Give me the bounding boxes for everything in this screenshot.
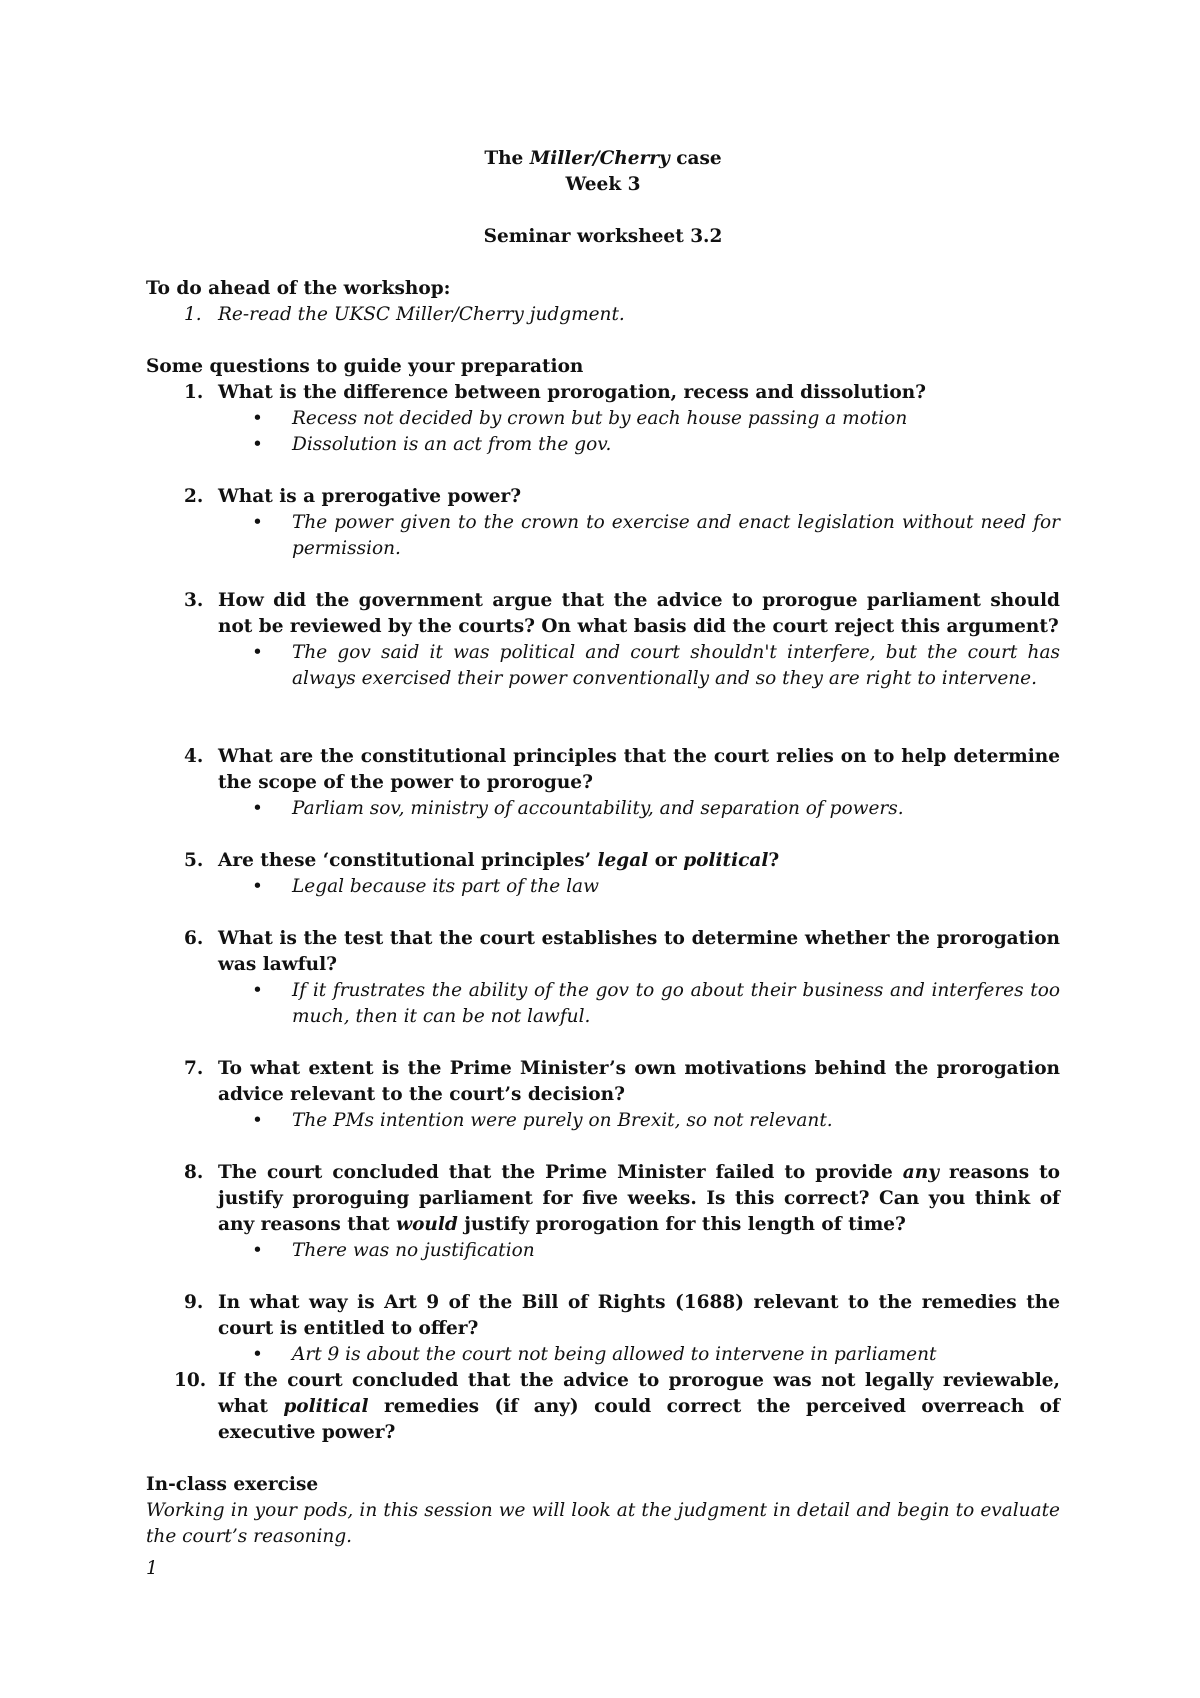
question-2: 2. What is a prerogative power?	[184, 486, 522, 507]
bullet-icon: •	[252, 434, 263, 455]
page-number: 1	[146, 1558, 158, 1579]
bullet-icon: •	[252, 1240, 263, 1261]
question-8: 8. The court concluded that the Prime Minister failed to provide any reasons to justify proroguing parliament for five weeks. Is this correct? Can you think of any reasons that would justify prorogation for this length of time?	[184, 1162, 1060, 1235]
answer-1a: • Recess not decided by crown but by each house passing a motion	[146, 406, 1060, 432]
bullet-icon: •	[252, 408, 263, 429]
document-title: The Miller/Cherry case	[484, 148, 722, 169]
answer-5: • Legal because its part of the law	[146, 874, 1060, 900]
question-1: 1. What is the difference between prorogation, recess and dissolution?	[184, 382, 926, 403]
questions-heading: Some questions to guide your preparation	[146, 356, 584, 377]
bullet-icon: •	[252, 876, 263, 897]
todo-heading: To do ahead of the workshop:	[146, 278, 451, 299]
bullet-icon: •	[252, 1344, 263, 1365]
week-label: Week 3	[565, 174, 641, 195]
answer-1b: • Dissolution is an act from the gov.	[146, 432, 1060, 458]
worksheet-title: Seminar worksheet 3.2	[483, 226, 723, 247]
answer-8: • There was no justification	[146, 1238, 1060, 1264]
answer-3: • The gov said it was political and court shouldn't interfere, but the court has always exercised their power conventionally and so they are right to intervene.	[252, 642, 1060, 689]
inclass-heading: In-class exercise	[146, 1474, 319, 1495]
bullet-icon: •	[252, 512, 263, 533]
question-3: 3. How did the government argue that the advice to prorogue parliament should not be reviewed by the courts? On what basis did the court reject this argument?	[184, 590, 1060, 637]
answer-7: • The PMs intention were purely on Brexit, so not relevant.	[146, 1108, 1060, 1134]
bullet-icon: •	[252, 980, 263, 1001]
question-4: 4. What are the constitutional principles that the court relies on to help determine the scope of the power to prorogue?	[184, 746, 1060, 793]
inclass-text: Working in your pods, in this session we will look at the judgment in detail and begin to evaluate the court’s reasoning.	[146, 1500, 1060, 1547]
answer-4: • Parliam sov, ministry of accountability, and separation of powers.	[146, 796, 1060, 822]
answer-9: • Art 9 is about the court not being allowed to intervene in parliament	[146, 1342, 1060, 1368]
question-7: 7. To what extent is the Prime Minister’s own motivations behind the prorogation advice relevant to the court’s decision?	[184, 1058, 1060, 1105]
answer-2: • The power given to the crown to exercise and enact legislation without need for permission.	[252, 512, 1060, 559]
answer-6: • If it frustrates the ability of the gov to go about their business and interferes too much, then it can be not lawful.	[252, 980, 1060, 1027]
bullet-icon: •	[252, 798, 263, 819]
question-5: 5. Are these ‘constitutional principles’ legal or political?	[184, 850, 780, 871]
bullet-icon: •	[252, 642, 263, 663]
question-9: 9. In what way is Art 9 of the Bill of Rights (1688) relevant to the remedies the court is entitled to offer?	[184, 1292, 1060, 1339]
bullet-icon: •	[252, 1110, 263, 1131]
todo-item: 1. Re-read the UKSC Miller/Cherry judgment.	[184, 304, 625, 325]
question-10: 10. If the court concluded that the advice to prorogue was not legally reviewable, what political remedies (if any) could correct the perceived overreach of executive power?	[174, 1370, 1060, 1443]
document-page	[146, 146, 1060, 1550]
question-6: 6. What is the test that the court establishes to determine whether the prorogation was lawful?	[184, 928, 1060, 975]
